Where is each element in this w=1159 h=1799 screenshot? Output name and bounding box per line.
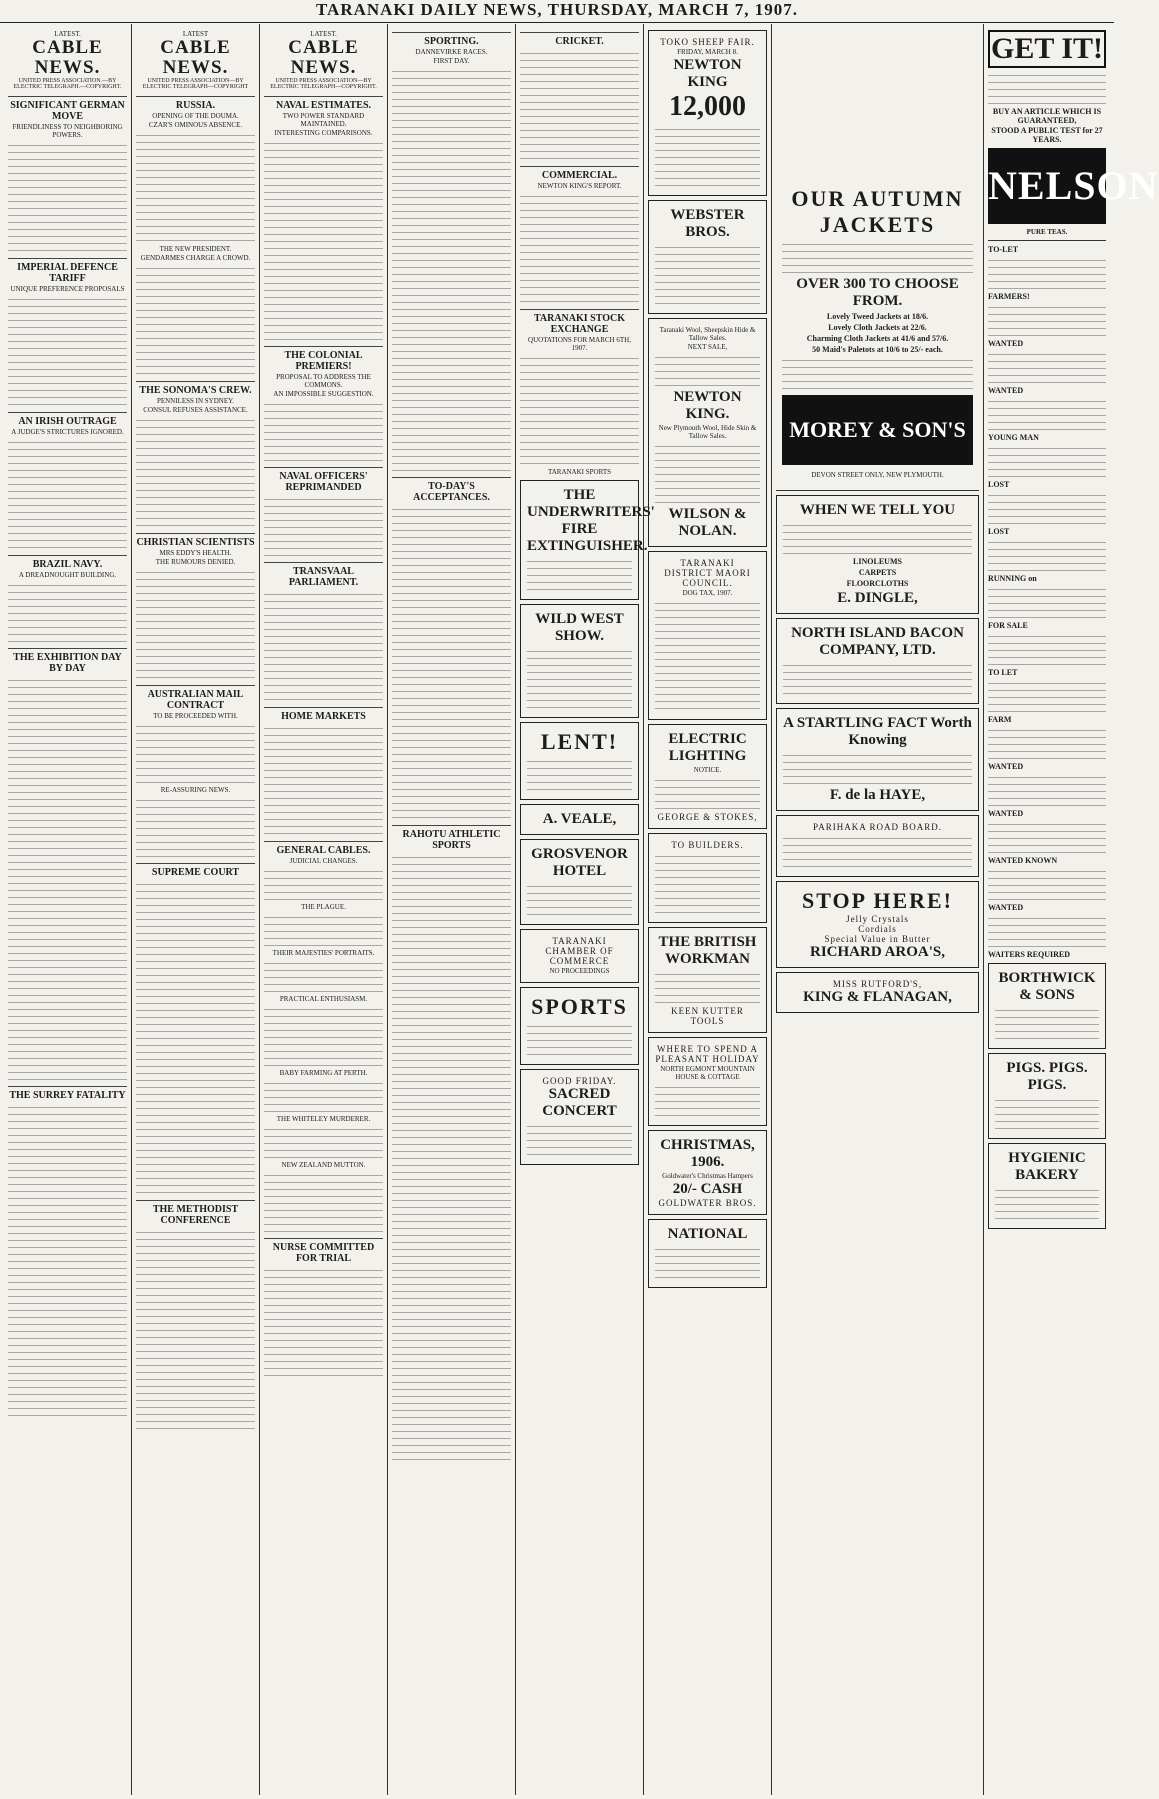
advert-sub: Taranaki Wool, Sheepskin Hide & Tallow Sales. [659,326,756,342]
headline: NURSE COMMITTED FOR TRIAL [264,1238,383,1264]
advert-text [995,1097,1099,1129]
classified-item: YOUNG MAN [988,433,1039,442]
advert-title: KING & FLANAGAN, [803,989,952,1005]
advert-title: TARANAKI CHAMBER OF COMMERCE [545,936,614,966]
subheading: MRS EDDY'S HEALTH. [159,549,232,557]
cable-news-title: CABLE NEWS. [288,37,359,78]
body-text [264,1080,383,1112]
classified-item: LOST [988,480,1010,489]
advert-text [655,354,760,386]
advert-text [655,1246,760,1278]
classified-item: WANTED [988,762,1024,771]
advert-title: HYGIENIC BAKERY [1008,1150,1086,1183]
body-text [264,1267,383,1377]
advert-sub: NO PROCEEDINGS [549,967,610,975]
masthead: TARANAKI DAILY NEWS, THURSDAY, MARCH 7, 1907. [0,0,1114,23]
body-text [264,725,383,835]
advert-sub: DOG TAX, 1907. [682,589,733,597]
headline: HOME MARKETS [264,707,383,722]
advert-title: GROSVENOR HOTEL [531,846,628,879]
jacket-item: Lovely Cloth Jackets at 22/6. [828,323,927,332]
body-text [392,709,511,819]
advert-price: 20/- CASH [672,1181,743,1197]
headline: RUSSIA. [136,96,255,111]
advert-title: NATIONAL [667,1226,748,1242]
column-8 [984,24,1159,1795]
classified-text [988,445,1106,477]
headline: TO-DAY'S ACCEPTANCES. [392,477,511,503]
subheading: THE NEW PRESIDENT. [159,245,232,253]
body-text [264,591,383,701]
advert-wild-west [520,604,639,718]
advert-bacon [776,618,979,704]
body-text [8,439,127,549]
classified-item: WANTED [988,903,1024,912]
advert-wool-sales [648,318,767,547]
advert-title: E. DINGLE, [837,590,918,606]
classified-text [988,351,1106,383]
advert-text [527,648,632,708]
headline: GENERAL CABLES. [264,841,383,856]
headline: NAVAL OFFICERS' REPRIMANDED [264,467,383,493]
advert-text [783,752,972,784]
headline: SPORTING. [392,32,511,47]
advert-title: GOLDWATER BROS. [658,1198,757,1208]
subheading: TO BE PROCEEDED WITH. [153,712,238,720]
advert-sub: DEVON STREET ONLY, NEW PLYMOUTH. [811,471,944,479]
headline: AUSTRALIAN MAIL CONTRACT [136,685,255,711]
column-1 [4,24,132,1795]
body-text [8,677,127,877]
advert-sub: New Plymouth Wool, Hide Skin & Tallow Sales. [658,424,757,440]
classified-item: WANTED KNOWN [988,856,1058,865]
advert-title: KEEN KUTTER TOOLS [671,1006,744,1026]
subheading: NEWTON KING'S REPORT. [537,182,622,190]
headline: COMMERCIAL. [520,166,639,181]
advert-title: LENT! [540,729,619,754]
jacket-item: 50 Maid's Paletots at 10/6 to 25/- each. [812,345,943,354]
body-text [8,296,127,406]
subheading: INTERESTING COMPARISONS. [274,129,373,137]
column-3 [260,24,388,1795]
advert-text [527,883,632,915]
jacket-item: Lovely Tweed Jackets at 18/6. [826,312,929,321]
get-it-title: GET IT! [988,30,1106,68]
headline: CHRISTIAN SCIENTISTS [136,533,255,548]
advert-good-friday [520,1069,639,1165]
advert-title: MISS RUTFORD'S, [832,979,923,989]
latest-label: LATEST. [54,30,81,38]
headline: SUPREME COURT [136,863,255,878]
classified-item: WANTED [988,386,1024,395]
advert-pigs [988,1053,1106,1139]
body-text [136,569,255,679]
advert-toko [648,30,767,196]
advert-text [995,1007,1099,1039]
advert-christmas [648,1130,767,1215]
advert-text [782,241,973,273]
body-text [136,417,255,527]
body-text [8,1104,127,1304]
advert-title: ELECTRIC LIGHTING [668,731,747,764]
advert-title: Jelly Crystals [846,914,909,924]
advert-title: A. VEALE, [542,811,617,827]
advert-text [655,1084,760,1116]
latest-label: LATEST [182,30,209,38]
column-4 [388,24,516,1795]
divider [988,240,1106,241]
classified-text [988,680,1106,712]
classified-text [988,821,1106,853]
subheading: DANNEVIRKE RACES. [415,48,488,56]
latest-label: LATEST. [310,30,337,38]
advert-sub: FRIDAY, MARCH 8. [677,48,738,56]
body-text [136,723,255,783]
classified-text [988,633,1106,665]
advert-title: OUR AUTUMN JACKETS [791,186,964,237]
body-text [392,506,511,706]
advert-text [655,443,760,503]
body-text [8,582,127,642]
advert-text [655,971,760,1003]
advert-title: PIGS. PIGS. PIGS. [1006,1060,1088,1093]
headline: IMPERIAL DEFENCE TARIFF [8,258,127,284]
headline: THE COLONIAL PREMIERS! [264,346,383,372]
advert-title: BORTHWICK & SONS [998,970,1096,1003]
advert-text [527,1023,632,1055]
advert-text [995,1187,1099,1219]
advert-text [527,558,632,590]
advert-title: WHEN WE TELL YOU [799,502,956,518]
advert-title: TARANAKI DISTRICT MAORI COUNCIL. [664,558,751,588]
advert-veale [520,804,639,835]
subheading: THE WHITELEY MURDERER. [276,1115,371,1123]
advert-title: STOP HERE! [801,888,954,913]
subheading: THEIR MAJESTIES' PORTRAITS. [272,949,375,957]
advert-stop-here [776,881,979,968]
classified-item: WANTED [988,809,1024,818]
advert-electric [648,724,767,829]
advert-title: Cordials [858,924,897,934]
headline: THE EXHIBITION DAY BY DAY [8,648,127,674]
advert-borthwick [988,963,1106,1049]
body-text [392,1057,511,1257]
subheading: CZAR'S OMINOUS ABSENCE. [148,121,243,129]
subheading: THE RUMOURS DENIED. [155,558,236,566]
advert-sub: NOTICE. [693,766,722,774]
body-text [264,140,383,340]
advert-text [782,357,973,389]
advert-sports [520,987,639,1065]
morey-logo: MOREY & SON'S [782,395,973,465]
advert-item: CARPETS [858,568,897,577]
advert-text [783,522,972,554]
advert-text [783,662,972,694]
headline: SIGNIFICANT GERMAN MOVE [8,96,127,122]
classified-item: TO LET [988,668,1018,677]
advert-title: SPORTS [531,994,628,1019]
classified-text [988,727,1106,759]
classified-item: FARMERS! [988,292,1030,301]
classified-text [988,586,1106,618]
advert-text [655,244,760,304]
subheading: AN IMPOSSIBLE SUGGESTION. [273,390,374,398]
advert-title: OVER 300 TO CHOOSE FROM. [796,276,959,309]
body-text [264,914,383,946]
subheading: PENNILESS IN SYDNEY. [156,397,235,405]
body-text [264,1006,383,1066]
headline: BRAZIL NAVY. [8,555,127,570]
sheep-count: 12,000 [669,91,746,122]
advert-title: TO BUILDERS. [671,840,744,850]
subheading: THE PLAGUE. [301,903,346,911]
advert-title: PARIHAKA ROAD BOARD. [813,822,942,832]
headline: TARANAKI STOCK EXCHANGE [520,309,639,335]
body-text [264,401,383,461]
advert-autumn-jackets [776,30,979,486]
advert-when-we-tell [776,495,979,614]
cable-news-title: CABLE NEWS. [160,37,231,78]
body-text [392,854,511,1054]
classified-text [988,304,1106,336]
body-text [392,271,511,471]
subheading: PRACTICAL ENTHUSIASM. [279,995,368,1003]
advert-text [655,853,760,913]
nelson-logo: NELSON [988,148,1106,224]
advert-chamber [520,929,639,983]
column-6 [644,24,772,1795]
body-text [136,132,255,242]
advert-sub: NORTH EGMONT MOUNTAIN HOUSE & COTTAGE [660,1065,755,1081]
column-2 [132,24,260,1795]
advert-lent [520,722,639,800]
advert-rutford [776,972,979,1013]
body-text [8,1307,127,1417]
body-text [520,50,639,160]
body-text [136,265,255,375]
advert-title: TOKO SHEEP FAIR. [660,37,755,47]
cable-subtitle: UNITED PRESS ASSOCIATION.—BY ELECTRIC TELEGRAPH.—COPYRIGHT. [13,78,122,90]
advert-title: SACRED CONCERT [542,1086,617,1119]
body-text [136,1229,255,1429]
advert-text [527,758,632,790]
subheading: PROPOSAL TO ADDRESS THE COMMONS. [276,373,371,389]
advert-title: GEORGE & STOKES, [657,812,758,822]
body-text [264,960,383,992]
subheading: JUDICIAL CHANGES. [289,857,358,865]
advert-grosvenor [520,839,639,925]
headline: NAVAL ESTIMATES. [264,96,383,111]
advert-webster [648,200,767,314]
subheading: UNIQUE PREFERENCE PROPOSALS [10,285,125,293]
headline: THE SONOMA'S CREW. [136,381,255,396]
advert-title: GOOD FRIDAY. [542,1076,617,1086]
subheading: QUOTATIONS FOR MARCH 6TH, 1907. [528,336,631,352]
advert-text [783,835,972,867]
advert-title: NEWTON KING. [673,389,742,422]
subheading: RE-ASSURING NEWS. [160,786,231,794]
body-text [136,797,255,857]
advert-sub: Goldwater's Christmas Hampers [662,1172,753,1180]
advert-item: FLOORCLOTHS [846,579,909,588]
body-text [136,1084,255,1194]
advert-text [988,72,1106,104]
subheading: A JUDGE'S STRICTURES IGNORED. [11,428,124,436]
columns [4,24,1159,1795]
classified-item: TO-LET [988,245,1019,254]
headline: CRICKET. [520,32,639,47]
classified-item: WANTED [988,339,1024,348]
body-text [264,1172,383,1232]
advert-sub: NEXT SALE, [687,343,728,351]
classified-text [988,398,1106,430]
body-text [264,496,383,556]
classified-item: WAITERS REQUIRED [988,950,1071,959]
advert-title: WHERE TO SPEND A PLEASANT HOLIDAY [655,1044,760,1064]
classified-item: RUNNING on [988,574,1037,583]
body-text [136,881,255,1081]
column-7 [772,24,984,1795]
advert-title: NORTH ISLAND BACON COMPANY, LTD. [791,625,964,658]
advert-title: WEBSTER BROS. [670,207,745,240]
advert-text [527,1123,632,1155]
advert-extinguisher [520,480,655,600]
advert-text [655,777,760,809]
body-text [264,868,383,900]
advert-title: CHRISTMAS, 1906. [660,1137,755,1170]
advert-title: NEWTON KING [673,57,742,90]
subheading: FRIENDLINESS TO NEIGHBORING POWERS. [12,123,123,139]
classified-text [988,539,1106,571]
advert-workman [648,927,767,1033]
advert-sub: PURE TEAS. [1026,228,1068,236]
body-text [8,142,127,252]
classified-item: LOST [988,527,1010,536]
body-text [392,68,511,268]
headline: AN IRISH OUTRAGE [8,412,127,427]
advert-national [648,1219,767,1288]
subheading: TWO POWER STANDARD MAINTAINED. [282,112,365,128]
headline: THE METHODIST CONFERENCE [136,1200,255,1226]
advert-maori-council [648,551,767,720]
body-text [8,880,127,1080]
advert-title: WILD WEST SHOW. [535,611,624,644]
advert-title: RICHARD AROA'S, [809,944,945,960]
cable-subtitle: UNITED PRESS ASSOCIATION—BY ELECTRIC TELEGRAPH—COPYRIGHT. [270,78,377,90]
headline: THE SURREY FATALITY [8,1086,127,1101]
advert-title: WILSON & NOLAN. [668,506,747,539]
body-text [392,1260,511,1460]
advert-title: THE UNDERWRITERS' FIRE EXTINGUISHER. [527,487,655,554]
advert-title: F. de la HAYE, [829,787,926,803]
headline: RAHOTU ATHLETIC SPORTS [392,825,511,851]
advert-builders [648,833,767,923]
body-text [520,193,639,303]
advert-item: LINOLEUMS [853,557,902,566]
headline: TRANSVAAL PARLIAMENT. [264,562,383,588]
advert-bakery [988,1143,1106,1229]
column-5 [516,24,655,1795]
divider [776,490,979,491]
classified-text [988,915,1106,947]
advert-holiday [648,1037,767,1126]
advert-text [655,600,760,710]
classified-text [988,257,1106,289]
body-text [264,1126,383,1158]
advert-title: THE BRITISH WORKMAN [658,934,757,967]
advert-startling-fact [776,708,979,811]
subheading: GENDARMES CHARGE A CROWD. [140,254,251,262]
subheading: OPENING OF THE DOUMA. [152,112,239,120]
advert-text [655,126,760,186]
classified-text [988,774,1106,806]
stock-table [520,355,639,465]
advert-sub: STOOD A PUBLIC TEST for 27 YEARS. [991,126,1103,144]
subheading: FIRST DAY. [433,57,470,65]
subheading: TARANAKI SPORTS [548,468,611,476]
subheading: CONSUL REFUSES ASSISTANCE. [143,406,248,414]
classified-text [988,492,1106,524]
advert-title: A STARTLING FACT Worth Knowing [783,715,972,748]
subheading: A DREADNOUGHT BUILDING. [18,571,117,579]
classified-item: FARM [988,715,1012,724]
cable-subtitle: UNITED PRESS ASSOCIATION—BY ELECTRIC TELEGRAPH—COPYRIGHT [142,78,249,90]
cable-news-title: CABLE NEWS. [32,37,103,78]
subheading: NEW ZEALAND MUTTON. [281,1161,366,1169]
advert-parihaka [776,815,979,877]
classified-text [988,868,1106,900]
subheading: BABY FARMING AT PERTH. [279,1069,368,1077]
advert-sub: BUY AN ARTICLE WHICH IS GUARANTEED, [992,107,1102,125]
jacket-item: Charming Cloth Jackets at 41/6 and 57/6. [806,334,949,343]
classified-item: FOR SALE [988,621,1028,630]
advert-title: Special Value in Butter [824,934,931,944]
